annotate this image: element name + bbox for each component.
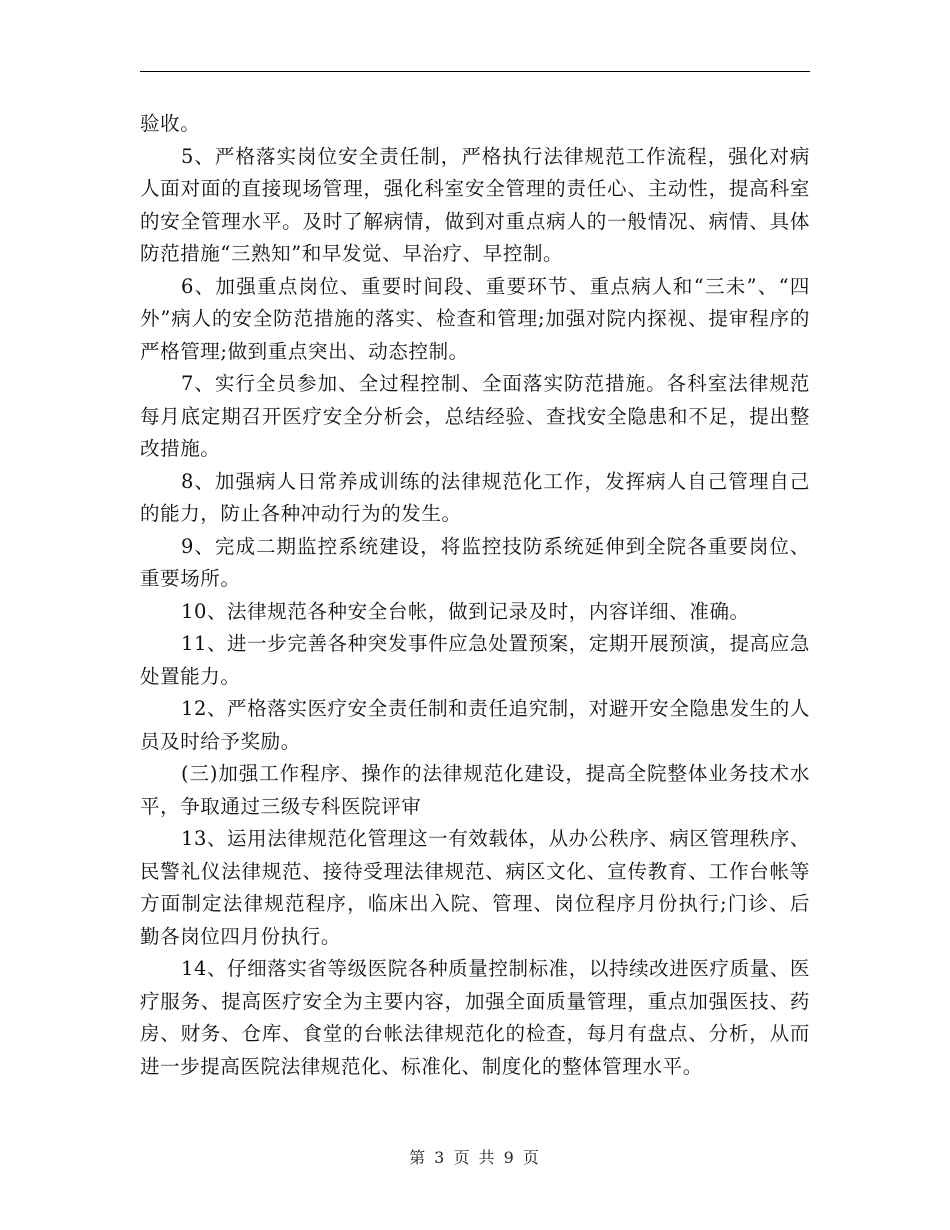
document-body (140, 108, 810, 1083)
paragraph-item-9: 9、完成二期监控系统建设，将监控技防系统延伸到全院各重要岗位、重要场所。 (140, 534, 810, 590)
page-number-footer: 第 3 页 共 9 页 (409, 1148, 541, 1167)
paragraph-continuation: 验收。 (140, 112, 201, 135)
paragraph-item-13: 13、运用法律规范化管理这一有效载体，从办公秩序、病区管理秩序、民警礼仪法律规范、接待受理法律规范、病区文化、宣传教育、工作台帐等方面制定法律规范程序，临床出入院、管理、岗位程序月份执行;门诊、后勤各岗位四月份执行。 (140, 827, 810, 948)
paragraph-item-8: 8、加强病人日常养成训练的法律规范化工作，发挥病人自己管理自己的能力，防止各种冲动行为的发生。 (140, 469, 810, 525)
section-heading-3: (三)加强工作程序、操作的法律规范化建设，提高全院整体业务技术水平，争取通过三级专科医院评审 (140, 762, 810, 818)
paragraph-item-6: 6、加强重点岗位、重要时间段、重要环节、重点病人和“三未”、“四外”病人的安全防范措施的落实、检查和管理;加强对院内探视、提审程序的严格管理;做到重点突出、动态控制。 (140, 274, 810, 363)
header-rule (140, 71, 810, 72)
paragraph-item-11: 11、进一步完善各种突发事件应急处置预案，定期开展预演，提高应急处置能力。 (140, 632, 810, 688)
paragraph-item-10: 10、法律规范各种安全台帐，做到记录及时，内容详细、准确。 (180, 599, 750, 623)
paragraph-item-5: 5、严格落实岗位安全责任制，严格执行法律规范工作流程，强化对病人面对面的直接现场管理，强化科室安全管理的责任心、主动性，提高科室的安全管理水平。及时了解病情，做到对重点病人的一般情况、病情、具体防范措施“三熟知”和早发觉、早治疗、早控制。 (140, 144, 810, 265)
paragraph-item-7: 7、实行全员参加、全过程控制、全面落实防范措施。各科室法律规范每月底定期召开医疗安全分析会，总结经验、查找安全隐患和不足，提出整改措施。 (140, 372, 810, 460)
paragraph-item-12: 12、严格落实医疗安全责任制和责任追究制，对避开安全隐患发生的人员及时给予奖励。 (140, 697, 810, 753)
paragraph-item-14: 14、仔细落实省等级医院各种质量控制标准，以持续改进医疗质量、医疗服务、提高医疗安全为主要内容，加强全面质量管理，重点加强医技、药房、财务、仓库、食堂的台帐法律规范化的检查，每月有盘点、分析，从而进一步提高医院法律规范化、标准化、制度化的整体管理水平。 (140, 957, 810, 1078)
